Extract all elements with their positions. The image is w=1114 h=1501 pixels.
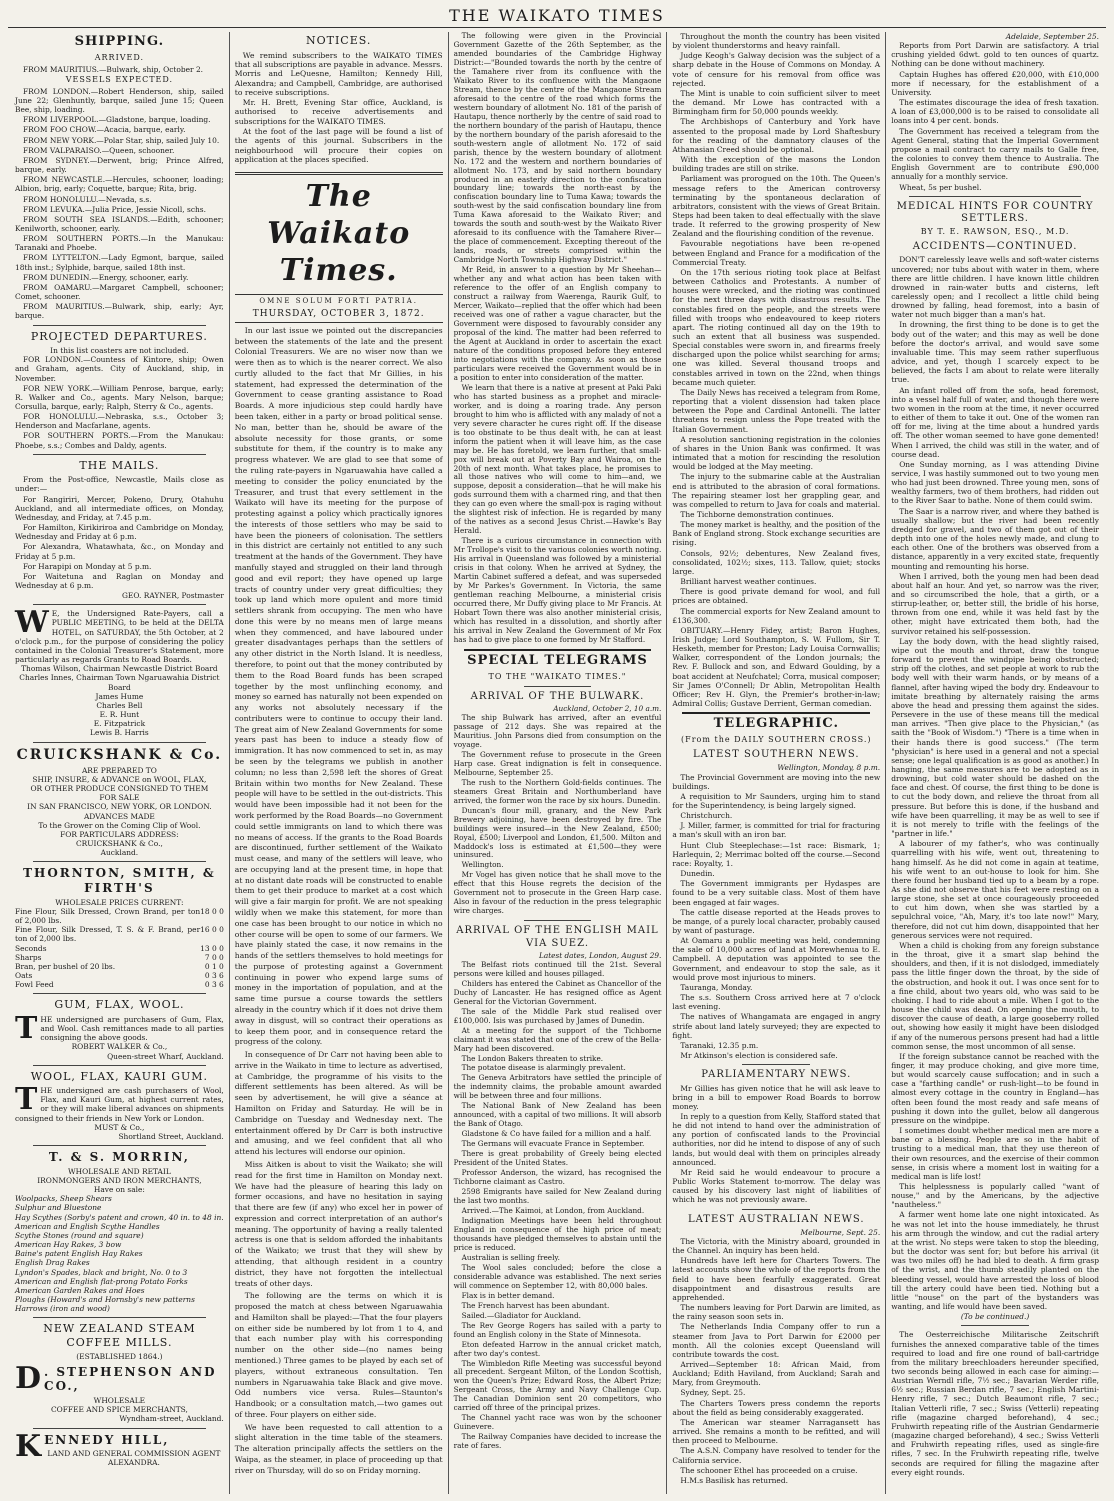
southern-title: LATEST SOUTHERN NEWS.: [692, 749, 860, 761]
divider: [909, 196, 1081, 197]
english-paragraph: The Wimbledon Rifle Meeting was successful beyond all precedent. Sergeant Milton, of the London Scottish, won the Queen's Prize; Edward Ross, the Albert Prize; Sergeant Cross, the Army and Navy Challenge Cup. The Canadian Dominion sent 20 competitors, who carried off three of the principal prizes.: [453, 1358, 662, 1413]
cruickshank-line: Auckland.: [100, 848, 139, 858]
southern-paragraph: At Oamaru a public meeting was held, condemning the sale of 10,000 acres of land at Morewhenua to E. Campbell. A deputation was appointed to see the Government, and endeavour to stop the sale, as it would prove most injurious to miners.: [672, 936, 881, 982]
projected-intro: In this list coasters are not included.: [50, 346, 189, 356]
southern-paragraph: The s.s. Southern Cross arrived here at 7 o'clock last evening.: [672, 993, 881, 1012]
rifle-paragraph: The Oesterreichische Militarische Zeitschrift furnishes the annexed comparative table of the times required to load and fire one round of ball-cartridge from the military breechloaders hereunder specified, two seconds being allowed in each case for aiming:—Austrian Werndl rifle, 7½ sec.; Bavarian Werder rifle, 6½ sec.; Russian Berdan rifle, 7 sec.; English Martini-Henry rifle, 7 sec.; Dutch Beaumont rifle, 7 sec.; Italian Vetterli rifle, 7 sec.; Swiss (Vetterli) repeating rifle (magazine charged beforehand), 4 sec.; Fruhwirth repeating rifle of the Austrian Gendarmerie (magazine charged beforehand), 4 sec.; Swiss Vetterli and Fruhwirth repeating rifles, used as single-fire rifles, 7 sec. In the Fruhwirth repeating rifle, twelve seconds are required for filling the magazine after every eight rounds.: [891, 1330, 1099, 1477]
news-paragraph: A resolution sanctioning registration in the colonies of shares in the Union Bank was confirmed. It was intimated that a motion for rescinding the resolution would be lodged at the May meeting.: [672, 434, 881, 472]
meeting-signer: James Hume: [95, 691, 144, 701]
gazette-list: [454, 32, 662, 645]
price-amount: 0 1 0: [204, 961, 224, 971]
divider: [464, 649, 652, 651]
price-amount: 0 3 6: [204, 980, 224, 990]
coffee-wholesale: WHOLESALE: [93, 1396, 146, 1406]
editorial-paragraph: In consequence of Dr Carr not having been able to arrive in the Waikato in time to lecture as advertised, at Cambridge, the programme of his visits to the different settlements has been altered. As will be seen by advertisement, he will give a séance at Hamilton on Friday and Saturday. He will be in Cambridge on Tuesday and Wednesday next. The entertainment offered by Dr Carr is both instructive and amusing, and we feel confident that all who attend his lectures will endorse our opinion.: [234, 1050, 443, 1157]
column-3: [448, 32, 667, 1494]
price-item: Fowl Feed: [15, 980, 54, 990]
divider: [33, 604, 206, 605]
price-item: Bran, per bushel of 20 lbs.: [15, 961, 116, 971]
divider: [524, 920, 592, 921]
column-1: [10, 32, 229, 1494]
news-paragraph: The commercial exports for New Zealand amount to £136,300.: [672, 606, 881, 625]
english-paragraph: Eton defeated Harrow in the annual cricket match, after two day's contest.: [453, 1339, 662, 1358]
accidents-title: ACCIDENTS—CONTINUED.: [912, 241, 1078, 253]
english-list: [454, 961, 662, 1451]
coffee-title: NEW ZEALAND STEAM COFFEE MILLS.: [43, 1322, 196, 1349]
cruickshank-line: ADVANCES MADE: [83, 811, 155, 821]
projected-title: PROJECTED DEPARTURES.: [30, 329, 208, 343]
australian-paragraph: The Charters Towers press condemn the reports about the field as being considerably exaggerated.: [672, 1398, 881, 1417]
bulwark-paragraph: The Government refuse to prosecute in the Green Harp case. Great indignation is felt in consequence. Melbourne, September 25.: [453, 749, 662, 777]
price-row: [15, 980, 224, 989]
morrin-name: T. & S. MORRIN,: [48, 1150, 190, 1165]
english-paragraph: The potatoe disease is alarmingly prevalent.: [461, 1063, 626, 1073]
news-paragraph: Throughout the month the country has been visited by violent thunderstorms and heavy rainfall.: [672, 32, 881, 51]
price-amount: 0 3 6: [204, 971, 224, 981]
thornton-name: THORNTON, SMITH, & FIRTH'S: [23, 866, 216, 896]
english-paragraph: 2598 Emigrants have sailed for New Zealand during the last two months.: [453, 1187, 662, 1206]
news-paragraph: The injury to the submarine cable at the Australian end is attributed to the abrasion of coral formations. The repairing steamer lost her grappling gear, and was compelled to return to Java for coals and material.: [672, 472, 881, 509]
morrin-item: Hay Scythes (Sorby's patent and crown, 40 in. to 48 in.: [15, 1212, 224, 1222]
news-paragraph: On the 17th serious rioting took place at Belfast between Catholics and Protestants. A number of houses were wrecked, and the rioting was continued for the next three days with disastrous results. The constables fired on the people, and the streets were filled with troops who endeavoured to keep rioters apart. The rioting continued all day on the 19th to such an extent that all business was suspended. Special constables were sworn in, and firearms freely discharged upon the police whilst searching for arms; one was killed. Several thousand troops and constables arrived in town on the 22nd, when things became much quieter.: [672, 267, 881, 387]
notices-list: [235, 51, 443, 165]
editorial: [235, 326, 443, 1477]
motto: OMNE SOLUM FORTI PATRIA.: [259, 297, 418, 306]
meeting-notice: [15, 605, 224, 665]
english-paragraph: Sailed.—Gladiator for Auckland.: [461, 1310, 581, 1320]
mails-line: From the Post-office, Newcastle, Mails close as under:—: [15, 475, 224, 494]
gum-dropcap: T: [15, 1010, 38, 1046]
morrin-item: American and English Scythe Handles: [15, 1221, 160, 1231]
australian-paragraph: The Netherlands India Company offer to run a steamer from Java to Port Darwin for £2000 per month. All the colonies except Queensland will contribute towards the cost.: [672, 1322, 881, 1359]
divider: [961, 1325, 1029, 1326]
mails-line: For Harapipi on Monday at 5 p.m.: [23, 561, 152, 571]
bulwark-paragraph: The rush to the Northern Gold-fields continues. The steamers Great Britain and Northumberland have arrived, the former won the race by six hours. Dunedin.: [453, 777, 662, 805]
southern-paragraph: Dunedin.: [680, 869, 715, 879]
divider: [33, 1065, 206, 1066]
column-2: [229, 32, 448, 1494]
southern-paragraph: J. Miller, farmer, is committed for trial for fracturing a man's skull with an iron bar.: [672, 821, 881, 840]
expected-line: FROM SYDNEY.—Derwent, brig; Prince Alfred, barque, early.: [15, 155, 224, 175]
price-amount: 7 0 0: [204, 952, 224, 962]
medical-paragraph: I sometimes doubt whether medical men are more a bane or a blessing. People are so in the habit of trusting to a medical man, that they use thereon of their own resources, and the exercise of their common sense, in crisis where a moment lost in waiting for a medical man is life lost!: [891, 1126, 1099, 1181]
issue-date: THURSDAY, OCTOBER 3, 1872.: [235, 309, 443, 323]
mails-line: For Rangiriri, Mercer, Pokeno, Drury, Otahuhu Auckland, and all intermediate offices, on Monday, Wednesday, and Friday, at 7.45 p.m.: [15, 494, 224, 522]
coffee-addr: Wyndham-street, Auckland.: [119, 1414, 224, 1424]
arrived-line: FROM MAURITIUS.—Bulwark, ship, October 2.: [23, 64, 204, 74]
bulwark-paragraph: Wellington.: [461, 860, 504, 870]
morrin-item: Baine's patent English Hay Rakes: [15, 1249, 143, 1259]
divider: [524, 686, 592, 687]
kauri-notice: [15, 1082, 224, 1123]
shipping-title: SHIPPING.: [74, 34, 165, 49]
english-mail-title: ARRIVAL OF THE ENGLISH MAIL VIA SUEZ.: [456, 925, 659, 949]
top-rule: [8, 27, 1106, 28]
notice-paragraph: We remind subscribers to the WAIKATO TIMES that all subscriptions are payable in advance. Messrs. Morris and LeQuesne, Hamilton; Kennedy Hill, Alexandra; and Campbell, Cambridge, are authorised to receive subscriptions.: [234, 50, 443, 97]
price-row: [15, 925, 224, 943]
mails-list: [15, 475, 224, 590]
news-paragraph: Favourable negotiations have been re-opened between England and France for a modification of the Commercial Treaty.: [672, 239, 881, 267]
cruickshank-line: CRUICKSHANK & Co.,: [75, 838, 163, 848]
news-paragraph: The Daily News has received a telegram from Rome, reporting that a violent dissension had taken place between the Pope and Cardinal Antonelli. The latter threatens to resign unless the Pope treated with the Italian Government.: [672, 387, 881, 434]
divider: [33, 861, 206, 862]
medical-paragraph: In drowning, the first thing to be done is to get the body out of the water; and this may as well be done before the doctor's arrival, and would save some invaluable time. This may seem rather superfluous advice, and yet, though I scarcely expect to be believed, the facts I am about to relate were literally true.: [891, 320, 1099, 385]
news-paragraph: With the exception of the masons the London building trades are still on strike.: [672, 155, 881, 174]
english-paragraph: The London Bakers threaten to strike.: [461, 1053, 604, 1063]
australian-paragraph: The schooner Ethel has proceeded on a cruise.: [680, 1465, 858, 1475]
kauri-sign: MUST & Co.,: [94, 1122, 145, 1132]
coffee-notice: [15, 1360, 224, 1396]
column-4: [666, 32, 885, 1494]
medical-paragraph: When I arrived, both the young men had been dead about half an hour. And yet, so narrow was the river, and so circumscribed the hole, that a girth, or a stirrup-leather, or, better still, the bridle of his horse, thrown from one end, while it was held fast by the other, might have extricated them both, had the survivor retained his self-possession.: [891, 571, 1099, 636]
cruickshank-lines: [15, 766, 224, 858]
gazette-paragraph: Mr Reid, in answer to a question by Mr Sheehan—whether any and what action has been taken with reference to the offer of an English company to construct a railway from Waerenga, Raurik Gulf, to Mercer, Waikato—replied that the offer which had been received was one of rather a vague character, but the Government were disposed to favourably consider any proposal of the kind. The matter had been referred to the Agent at Auckland in order to ascertain the exact nature of the conditions proposed before they entered into negotiations with the company. As soon as those particulars were received the Government would be in a position to enter into consideration of the matter.: [453, 265, 662, 382]
southern-paragraph: Christchurch.: [680, 811, 733, 821]
meeting-signer: E. R. Hunt: [99, 710, 140, 720]
southern-paragraph: The Government immigrants per Hydaspes are found to be a very suitable class. Most of them have been engaged at fair wages.: [672, 879, 881, 907]
kauri-dropcap: T: [15, 1082, 38, 1118]
medical-author: BY T. E. RAWSON, ESQ., M.D.: [920, 227, 1070, 237]
australian-list: [672, 1237, 880, 1485]
adelaide-dateline: Adelaide, September 25.: [1005, 32, 1099, 41]
postmaster: GEO. RAYNER, Postmaster: [121, 591, 224, 601]
gum-title: GUM, FLAX, WOOL.: [54, 998, 185, 1012]
morrin-item: Scythe Stones (round and square): [15, 1230, 144, 1240]
gazette-paragraph: We learn that there is a native at present at Paki Paki who has started business as a prophet and miracle-worker, and is doing a roaring trade. Any person brought to him who is afflicted with any malady of not a very severe character he cures right off. If the disease is too obstinate to be thus dealt with, he can at least inform the patient when it will leave him, as the case may be. He has foretold, we learn further, that small-pox will break out at Poverty Bay and Wairoa, on the 20th of next month. What takes place, he promises to all those natives who will come to him—and, we suppose, deposit a consideration—that he will make his gods surround them with a charmed ring, and that then they can go even where the small-pox is raging without the slightest risk of infection. He is regarded by many of the natives as a second Jesus Christ.—Hawke's Bay Herald.: [453, 382, 662, 536]
australian-paragraph: Hundreds have left here for Charters Towers. The latest accounts show the whole of the reports from the field to have been fearfully exaggerated. Great disappointment and disastrous results are apprehended.: [672, 1256, 881, 1302]
price-row: [15, 962, 224, 971]
editorial-paragraph: The following are the terms on which it is proposed the match at chess between Ngaruawahia and Hamilton shall be played:—That the four players on either side be numbered by lot from 1 to 4, and that each number play with his corresponding number on the other side—(no names being mentioned.) Three games to be played by each set of players, without extraneous consultation. Ten numbers in Ngaruawahia take Black and give move. Odd numbers vice versa. Rules—Staunton's Handbook; or a consultation match,—two games out of three. Four players on either side.: [234, 1291, 443, 1419]
news-paragraph: Judge Keogh's Galway decision was the subject of a sharp debate in the House of Commons on Monday. A vote of censure for his removal from office was rejected.: [672, 51, 881, 88]
price-row: [15, 971, 224, 980]
expected-line: FROM MAURITIUS.—Bulwark, ship, early; Ayr, barque.: [15, 302, 224, 321]
cruickshank-line: OR OTHER PRODUCE CONSIGNED TO THEM: [30, 784, 209, 794]
expected-line: FROM NEW YORK.—Polar Star, ship, sailed July 10.: [23, 135, 220, 145]
parliamentary-title: PARLIAMENTARY NEWS.: [701, 1069, 852, 1081]
notice-paragraph: At the foot of the last page will be found a list of the agents of this journal. Subscribers in the neighbourhood will procure their copies on application at the places specified.: [234, 127, 443, 165]
news-paragraph: There is good private demand for wool, and full prices are obtained.: [672, 587, 881, 606]
continued-note: (To be continued.): [960, 1312, 1030, 1322]
english-paragraph: Australian is selling freely.: [461, 1252, 560, 1262]
price-row: [15, 907, 224, 925]
cruickshank-line: To the Grower on the Coming Clip of Wool.: [38, 820, 201, 830]
projected-line: FOR HONOLULU.—Nebraska, s.s., October 3; Henderson and Macfarlane, agents.: [15, 412, 224, 431]
expected-title: VESSELS EXPECTED.: [65, 74, 174, 84]
news-paragraph: Parliament was prorogued on the 10th. The Queen's message refers to the American controversy terminating by the spontaneous declaration of arbitrators, consistent with the views of Great Britain. Steps had been taken to deal effectually with the slave trade. It referred to the growing prosperity of New Zealand and the flourishing condition of the revenue.: [672, 174, 881, 239]
morrin-item: Sulphur and Bluestone: [15, 1203, 102, 1213]
arrived-title: ARRIVED.: [94, 52, 145, 62]
medical-paragraph: One Sunday morning, as I was attending Divine service, I was hastily summoned out to two young men who had just been drowned. Three young men, sons of wealthy farmers, two of them brothers, had ridden out to the River Saar to bathe. None of them could swim.: [891, 459, 1099, 506]
australian-title: LATEST AUSTRALIAN NEWS.: [687, 1213, 865, 1225]
english-paragraph: The Belfast riots continued till the 21st. Several persons were killed and houses pillaged.: [453, 959, 662, 978]
telegraphic-sub: (From the DAILY SOUTHERN CROSS.): [681, 735, 872, 745]
english-paragraph: The Wool sales concluded; before the close a considerable advance was established. The next series will commence on September 12, with 80,000 bales.: [453, 1262, 662, 1290]
projected-line: FOR LONDON.—Countess of Kintore, ship; Owen and Graham, agents. City of Auckland, ship, in November.: [15, 355, 224, 383]
expected-line: FROM FOO CHOW.—Acacia, barque, early.: [23, 125, 186, 135]
english-paragraph: At a meeting for the support of the Tichborne claimant it was stated that one of the crew of the Bella-Mary had been discovered.: [453, 1025, 662, 1053]
gum-addr: Queen-street Wharf, Auckland.: [107, 1051, 224, 1061]
english-paragraph: Arrived.—The Kaimoi, at London, from Auckland.: [461, 1206, 645, 1216]
expected-list: [15, 87, 224, 321]
page-title: THE WAIKATO TIMES: [449, 6, 665, 25]
notices-title: NOTICES.: [305, 34, 372, 47]
meeting-signer: Charles Innes, Chairman Town Ngaruawahia District Board: [19, 673, 220, 692]
australian-paragraph: The American war steamer Narragansett has arrived. She remains a month to be refitted, and will then proceed to Melbourne.: [672, 1417, 881, 1446]
morrin-sub: WHOLESALE AND RETAIL: [67, 1166, 171, 1176]
english-paragraph: The Geneva Arbitrators have settled the principle of the indemnity claims, the probable amount awarded will be between three and four millions.: [453, 1073, 662, 1101]
divider: [33, 454, 206, 455]
australian-paragraph: The numbers leaving for Port Darwin are limited, as the rainy season soon sets in.: [672, 1303, 881, 1322]
australian-paragraph: The A.S.N. Company have resolved to tender for the California service.: [672, 1446, 881, 1465]
editorial-paragraph: Miss Aitken is about to visit the Waikato; she will read for the first time in Hamilton on Monday next. We have had the pleasure of hearing this lady on former occasions, and have no hesitation in saying that there are few (if any) who excel her in power of expression and correct interpretation of an author's meaning. The opportunity of having a really talented actress is one that is seldom afforded the inhabitants of the Waikato; we trust that they will shew by attending, that although resident in a country district, they have not forgotten the intellectual treats of other days.: [234, 1159, 443, 1288]
morrin-item: American and English flat-prong Potato Forks: [15, 1276, 188, 1286]
divider: [682, 712, 870, 714]
english-paragraph: The Rev George Rogers has sailed with a party to found an English colony in the State of Minnesota.: [453, 1320, 662, 1339]
morrin-items: [15, 1194, 224, 1313]
bulwark-paragraph: Duncan's flour mill, granary, and the New Park Brewery adjoining, have been destroyed by fire. The buildings were insured—in the New Zealand, £500; Royal, £500; Liverpool and London, £1,500. Milton and Maddock's loss is estimated at £1,500—they were uninsured.: [453, 805, 662, 860]
coffee-name: . STEPHENSON AND CO.,: [44, 1364, 217, 1394]
australian-paragraph: H.M.s Basilisk has returned.: [680, 1475, 788, 1485]
gum-sign: ROBERT WALKER & Co.,: [71, 1042, 168, 1052]
southern-paragraph: The cattle disease reported at the Heads proves to be mange, of a purely local character, probably caused by want of pasturage.: [672, 907, 881, 936]
price-item: Fine Flour, Silk Dressed, T. S. & F. Brand, per ton of 2,000 lbs.: [15, 925, 201, 944]
price-item: Fine Flour, Silk Dressed, Crown Brand, per ton of 2,000 lbs.: [15, 906, 201, 926]
medical-paragraph: When a child is choking from any foreign substance in the throat, give it a smart slap behind the shoulders, and then, if it is not dislodged, immediately pass the little finger down the throat, by the side of the obstruction, and hook it out. I was once sent for to a fine child, about two years old, who was said to be choking. I had to ride about a mile. When I got to the house the child was dead. On opening the mouth, to discover the cause of death, a large gooseberry rolled out, showing how easily it might have been dislodged if any of the numerous persons present had had a little common sense, the most uncommon of all sense.: [891, 940, 1099, 1051]
news-list: [672, 32, 880, 708]
medical-paragraph: A farmer went home late one night intoxicated. As he was not let into the house immediately, he thrust his arm through the window, and cut the radial artery at the wrist. No steps were taken to stop the bleeding, but the doctor was sent for; but before his arrival (it was two miles off) he had bled to death. A firm grasp of the wrist, and the thumb steadily planted on the bleeding vessel, would have arrested the loss of blood till the artery could have been tied. Nothing but a little "nouse" on the part of the bystanders was wanting, and life would have been saved.: [891, 1210, 1099, 1312]
meeting-signer: E. Fitzpatrick: [93, 719, 146, 729]
editorial-paragraph: In our last issue we pointed out the discrepancies between the statements of the late and the present Colonial Treasurers. We are no wiser now than we were then as to which is the nearer correct. We also curtly alluded to the fact that Mr Gillies, in his statement, had expressed the determination of the Government to cease granting assistance to Road Boards. A more injudicious step could hardly have been taken, either in a party or broad political sense. No man, better than he, should be aware of the absolute necessity for those grants, or some substitute for them, if the country is to make any progress whatever. We are glad to see that some of the ruling rate-payers in Ngaruawahia have called a meeting to consider the policy enunciated by the Treasurer, and trust that every settlement in the Waikato will have its meeting for the purpose of protesting against a policy which practically ignores the interests of those settlers who may be said to have been the pioneers of colonisation. The settlers in this district are certainly not entitled to any such treatment at the hands of the Government. They have manfully stayed and struggled on their land through good and evil report; they have opened up large tracts of country under very great difficulties; they took up land which more opulent and more timid settlers shrank from occupying. The men who have done this were by no means men of large means when they commenced, and have laboured under greater disadvantages perhaps than the settlers of any other district in the North Island. It is needless, therefore, to point out that the money contributed by them to the Road Board funds has been scraped together by the most unflinching economy, and money so earned has naturally not been expended on any works not absolutely necessary if the contributers were to continue to occupy their land. The great aim of New Zealand Governments for some years past has been to induce a steady flow of immigration. It has now commenced to set in, as may be seen by the telegrams we publish in another column; no less than 2,598 left the shores of Great Britain within two months for New Zealand. These people will have to be settled in the out-districts. This would have been impossible had it not been for the work performed by the Road Boards—no Government could settle immigrants on land to which there was no means of access. If the grants to the Road Boards are discontinued, further settlement of the Waikato must cease, and many of the settlers will leave, who are occupying land at the present time, in hope that at no distant date roads will be constructed to enable them to get their produce to market at a cost which will give a fair margin for profit. We are not speaking wildly when we make this statement, for more than one case has been brought to our notice in which no other course will be open to some of our farmers. We have plainly stated the case, it now remains in the hands of the settlers themselves to hold meetings for the purpose of protesting against a Government continuing in power who expend large sums of money in the importation of population, and at the same time pursue a course towards the settlers already in the country which if it does not drive them away in disgust, will so contract their operations as to keep them poor, and in consequence retard the progress of the colony.: [234, 325, 443, 1047]
kennedy-trade: LAND AND GENERAL COMMISSION AGENT: [47, 1449, 221, 1459]
english-paragraph: Childers has entered the Cabinet as Chancellor of the Duchy of Lancaster. He has resigned office as Agent General for the Victorian Government.: [453, 978, 662, 1006]
medical-paragraph: An infant rolled off from the sofa, head foremost, into a vessel half full of water, and though there were two women in the room at the time, it never occurred to either of them to take it out. One of the women ran off for me, living at the time about a hundred yards off. The other woman seemed to have gone demented! When I arrived, the child was still in the water, and of course dead.: [891, 385, 1099, 459]
bulwark-paragraph: Mr Vogel has given notice that he shall move to the effect that this House regrets the decision of the Government not to prosecute in the Green Harp case. Also in favour of the reduction in the press telegraphic wire charges.: [453, 870, 662, 916]
meeting-signer: Charles Bell: [96, 700, 143, 710]
gazette-paragraph: There is a curious circumstance in connection with Mr Trollope's visit to the various colonies worth noting. His arrival in Queensland was followed by a ministerial crisis in that colony. When he arrived at Sydney, the Martin Cabinet suffered a defeat, and was superseded by Mr Parkes's Government. In Victoria, the same gentleman reaching Melbourne, a ministerial crisis occurred there, Mr Duffy giving place to Mr Francis. At Hobart Town there was also another ministerial crisis, which has resulted in a dissolution, and shortly after his arrival in New Zealand the Government of Mr Fox has had to give place to one formed by Mr Stafford.: [453, 536, 662, 644]
parliamentary-paragraph: Mr Gillies has given notice that he will ask leave to bring in a bill to empower Road Boards to borrow money.: [672, 1083, 881, 1111]
adelaide-paragraph: Captain Hughes has offered £20,000, with £10,000 more if necessary, for the establishment of a University.: [891, 69, 1099, 97]
expected-line: FROM LYTTELTON.—Lady Egmont, barque, sailed 18th inst.; Sylphide, barque, sailed 18th inst.: [15, 253, 224, 272]
price-item: Oats: [15, 971, 33, 981]
medical-list: [891, 255, 1099, 1311]
expected-line: FROM VALPARAISO.—Queen, schooner.: [23, 145, 175, 155]
medical-paragraph: The Saar is a narrow river, and where they bathed is usually shallow; but the river had been recently dredged for gravel, and two of them got out of their depth into one of the holes newly made, and clung to each other. One of the brothers was observed from a distance, apparently in a very excited state, frequently mounting and remounting his horse.: [891, 506, 1099, 571]
special-title: SPECIAL TELEGRAMS: [467, 652, 648, 668]
medical-paragraph: DON'T carelessly leave wells and soft-water cisterns uncovered; nor tubs about with water in them, where there are little children. I have known little children drowned in rain-water butts and cisterns, left carelessly open; and I recollect a little child being drowned by falling, head foremost, into a basin of water not much bigger than a man's hat.: [891, 255, 1099, 320]
price-amount: 13 0 0: [200, 943, 224, 953]
price-amount: 18 0 0: [200, 906, 224, 916]
southern-paragraph: Taranaki, 12.35 p.m.: [680, 1040, 759, 1050]
kennedy-dropcap: K: [15, 1428, 42, 1464]
newspaper-nameplate: The Waikato Times.: [235, 172, 443, 295]
parliamentary-paragraph: Mr Reid said he would endeavour to procure a Public Works Statement to-morrow. The delay was caused by his discovery last night of liabilities of which he was not previously aware.: [672, 1167, 881, 1205]
mails-line: For Waitetuna and Raglan on Monday and Wednesday at 6 p.m.: [15, 571, 224, 591]
coffee-dropcap: D: [15, 1360, 42, 1396]
english-paragraph: The Railway Companies have decided to increase the rate of fares.: [453, 1432, 662, 1451]
southern-list: [672, 773, 880, 1061]
adelaide-paragraph: The estimates discourage the idea of fresh taxation. A loan of £3,000,000 is to be raised to consolidate all loans into 4 per cent. bonds.: [891, 98, 1099, 126]
notice-paragraph: Mr. H. Brett, Evening Star office, Auckland, is authorised to receive advertisements and subscriptions for the WAIKATO TIMES.: [234, 98, 443, 126]
price-item: Seconds: [15, 943, 47, 953]
bulwark-dateline: Auckland, October 2, 10 a.m.: [553, 703, 662, 713]
english-paragraph: The Germans will evacuate France in September.: [461, 1139, 645, 1149]
meeting-signer: Lewis B. Harris: [90, 728, 149, 738]
medical-paragraph: This helplessness is popularly called "want of nouse," and by the Americans, by the adjective "nautheless.": [891, 1182, 1099, 1210]
cruickshank-name: CRUICKSHANK & Co.: [16, 746, 223, 763]
australian-paragraph: Arrived—September 18: African Maid, from Auckland; Edith Haviland, from Auckland; Sarah and Mary, from Greymouth.: [672, 1360, 881, 1388]
australian-dateline: Melbourne, Sept. 25.: [800, 1227, 881, 1237]
english-paragraph: The French harvest has been abundant.: [461, 1300, 610, 1310]
projected-line: FOR NEW YORK.—William Penrose, barque, early; R. Walker and Co., agents. Mary Nelson, barque; Corsulla, barque, early; Ralph, Sterry & Co., agents.: [15, 383, 224, 411]
column-5: [885, 32, 1104, 1494]
coffee-trade: COFFEE AND SPICE MERCHANTS,: [50, 1405, 188, 1415]
news-paragraph: The money market is healthy, and the position of the Bank of England strong. Stock exchange securities are rising.: [672, 520, 881, 548]
divider: [742, 1209, 810, 1210]
southern-paragraph: The natives of Whangamata are engaged in angry strife about land lately surveyed; they are expected to fight.: [672, 1012, 881, 1040]
price-row: [15, 944, 224, 953]
morrin-item: Harrows (iron and wood): [15, 1304, 110, 1314]
thornton-sub: WHOLESALE PRICES CURRENT:: [55, 897, 184, 907]
divider: [33, 1145, 206, 1146]
expected-line: FROM NEWCASTLE.—Hercules, schooner, loading; Albion, brig, early; Coquette, barque; Rita, brig.: [15, 175, 224, 194]
gum-notice: [15, 1010, 224, 1046]
divider: [742, 1064, 810, 1065]
cruickshank-line: FOR SALE: [99, 793, 140, 803]
adelaide-paragraph: The Government has received a telegram from the Agent General, stating that the Imperial Government propose a mail contract to carry mails to Galle free, the colonies to convey them thence to Australia. The English Government are to contribute £90,000 annually for a monthly service.: [891, 126, 1099, 182]
southern-dateline: Wellington, Monday, 8 p.m.: [777, 763, 881, 773]
cruickshank-line: SHIP, INSURE, & ADVANCE on WOOL, FLAX,: [32, 774, 207, 784]
morrin-intro: Have on sale:: [93, 1185, 145, 1195]
meeting-dropcap: W: [15, 605, 49, 641]
expected-line: FROM SOUTHERN PORTS.—In the Manukau: Taranaki and Phoebe.: [15, 234, 224, 253]
expected-line: FROM LIVERPOOL.—Gladstone, barque, loading.: [23, 115, 211, 125]
projected-line: FOR SOUTHERN PORTS.—From the Manukau: Phoebe, s.s.; Combes and Daldy, agents.: [15, 431, 224, 450]
english-paragraph: Gladstone & Co have failed for a million and a half.: [461, 1129, 652, 1139]
telegraphic-title: TELEGRAPHIC.: [713, 716, 839, 732]
morrin-item: Lyndon's Spades, black and bright, No. 0 to 3: [15, 1267, 188, 1277]
expected-line: FROM HONOLULU.—Nevada, s.s.: [23, 194, 152, 204]
bulwark-title: ARRIVAL OF THE BULWARK.: [470, 690, 645, 702]
english-dateline: Latest dates, London, August 29.: [539, 950, 662, 960]
price-row: [15, 953, 224, 962]
cruickshank-line: IN SAN FRANCISCO, NEW YORK, OR LONDON.: [27, 802, 212, 812]
parliamentary-paragraph: In reply to a question from Kelly, Stafford stated that he did not intend to hand over the administration of any portion of confiscated lands to the Provincial authorities, nor did he intend to dispose of any of such lands, but would deal with them on principles already announced.: [672, 1111, 881, 1167]
price-table: [15, 907, 224, 989]
news-paragraph: Consols, 92½; debentures, New Zealand fives, consolidated, 102½; sixes, 113. Tallow, quiet; stocks large.: [672, 548, 881, 576]
gum-text: HE undersigned are purchasers of Gum, Flax, and Wool. Cash remittances made to all parties consigning the above goods.: [40, 1014, 224, 1043]
morrin-item: American Hay Rakes, 3 bow: [15, 1240, 122, 1250]
arrived-list: [15, 65, 224, 74]
coffee-est: (ESTABLISHED 1864.): [76, 1352, 163, 1362]
price-item: Sharps: [15, 952, 42, 962]
expected-line: FROM OAMARU.—Margaret Campbell, schooner; Comet, schooner.: [15, 282, 224, 302]
page-columns: [10, 32, 1104, 1494]
morrin-item: Ploughs (Howard's and Hornsby's new patterns: [15, 1295, 195, 1305]
editorial-paragraph: We have been requested to call attention to a slight alteration in the time table of the steamers. The alteration principally affects the settlers on the Waipa, as the steamer, in place of proceeding up that river on Thursday, will do so on Friday morning.: [234, 1422, 443, 1475]
kennedy-name: ENNEDY HILL,: [44, 1432, 170, 1447]
adelaide-paragraph: Wheat, 5s per bushel.: [899, 182, 982, 192]
news-paragraph: OBITUARY.—Henry Fidey, artist; Baron Hughes, Irish Judge; Lord Southampton, S. W. Fullom, Sir T. Hesketh, member for Preston; Lady Louisa Cornwallis; Walker, correspondent of the London journals; the Rev. F. Bullock and son, and Edward Goulding, by a boat accident at Neufchatel; Corra, musical composer; Sir James O'Connell; Dr Ablin, Metropolitan Health Officer; Rev H. Glyn, the Premier's brother-in-law; Admiral Collis; Gustave Derrient, German comedian.: [672, 625, 881, 709]
special-sub: TO THE "WAIKATO TIMES.": [488, 671, 627, 681]
news-paragraph: The Mint is unable to coin sufficient silver to meet the demand. Mr Lowe has contracted with a Birmingham firm for 50,000 pounds weekly.: [672, 88, 881, 117]
english-paragraph: There is great probability of Greely being elected President of the United States.: [453, 1149, 662, 1168]
news-paragraph: Brilliant harvest weather continues.: [680, 577, 817, 587]
english-paragraph: Professor Anderson, the wizard, has recognised the Tichborne claimant as Castro.: [453, 1168, 662, 1187]
mails-title: THE MAILS.: [79, 458, 160, 472]
kauri-text: HE undersigned are cash purchasers of Wool, Flax, and Kauri Gum, at highest current rates, or they will make liberal advances on shipments consigned to their friends in New York or London.: [15, 1086, 224, 1123]
english-paragraph: Indignation Meetings have been held throughout England in consequence of the high price of meat; thousands have pledged themselves to abstain until the price is reduced.: [453, 1215, 662, 1252]
meeting-signers: [15, 664, 224, 737]
adelaide-list: [891, 41, 1099, 192]
divider: [33, 742, 206, 743]
news-paragraph: The Tichborne demonstration continues.: [680, 509, 834, 519]
morrin-item: English Drag Rakes: [15, 1258, 90, 1268]
cruickshank-line: ARE PREPARED TO: [81, 765, 157, 775]
australian-paragraph: The Victoria, with the Ministry aboard, grounded in the Channel. An inquiry has been held.: [672, 1236, 881, 1256]
southern-paragraph: Tauranga, Monday.: [680, 982, 753, 992]
southern-paragraph: Mr Atkinson's election is considered safe.: [680, 1051, 838, 1061]
morrin-item: American Garden Rakes and Hoes: [15, 1285, 145, 1295]
expected-line: FROM DUNEDIN.—Energy, schooner, early.: [23, 272, 189, 282]
price-amount: 16 0 0: [200, 925, 224, 935]
masthead: [0, 6, 1114, 26]
kennedy-addr: ALEXANDRA.: [107, 1458, 160, 1468]
english-paragraph: The sale of the Middle Park stud realised over £100,000. Isis was purchased by James of Dunedin.: [453, 1006, 662, 1025]
expected-line: FROM SOUTH SEA ISLANDS.—Edith, schooner; Kenilworth, schooner, early.: [15, 214, 224, 233]
divider: [33, 993, 206, 994]
divider: [33, 325, 206, 326]
parliamentary-list: [672, 1084, 880, 1205]
adelaide-paragraph: Reports from Port Darwin are satisfactory. A trial crushing yielded 6dwt. gold to ten ounces of quartz. Nothing can be done without machinery.: [891, 41, 1099, 69]
meeting-text: E, the Undersigned Rate-Payers, call a PUBLIC MEETING, to be held at the DELTA HOTEL, on SATURDAY, the 5th October, at 2 o'clock p.m., for the purpose of considering the policy contained in the Colonial Treasurer's Statement, more particularly as regards Grants to Road Boards.: [15, 609, 224, 665]
kauri-addr: Shortland Street, Auckland.: [118, 1131, 224, 1141]
medical-paragraph: If the foreign substance cannot be reached with the finger, it may produce choking, and give more time, but would scarcely cause suffocation; and in such a case a "farthing candle" or rush-light—to be found in almost every cottage in the country in England—has often been found the most ready and safe means of pushing it down into the gullet, below all dangerous pressure on the windpipe.: [891, 1051, 1099, 1125]
australian-paragraph: Sydney, Sept. 25.: [680, 1388, 746, 1398]
meeting-signer: Thomas Wilson, Chairman Newcastle District Board: [21, 664, 218, 674]
morrin-sub2: IRONMONGERS AND IRON MERCHANTS,: [37, 1176, 202, 1186]
medical-paragraph: A labourer of my father's, who was continually quarrelling with his wife, went out, threatening to hang himself. As he did not come in again at teatime, his wife went to an out-house to look for him. She there found her husband tied up to a beam by a rope. As she did not observe that his feet were resting on a large stone, she set at once courageously proceeded to cut him down, when she was startled by a sepulchral voice, "Ah, Mary, it's too late now!" Mary, therefore, did not cut him down, disappointed that her generous services were not required.: [891, 839, 1099, 940]
divider: [33, 1428, 206, 1429]
divider: [33, 1317, 206, 1318]
southern-paragraph: Hunt Club Steeplechase:—1st race: Bismark, 1; Harlequin, 2; Merrimac bolted off the course.—Second race: Royalty, 1.: [672, 840, 881, 868]
southern-paragraph: The Provincial Government are moving into the new buildings.: [672, 772, 881, 791]
english-paragraph: The National Bank of New Zealand has been announced, with a capital of two millions. It will absorb the Bank of Otago.: [453, 1101, 662, 1129]
english-paragraph: Flax is in better demand.: [461, 1290, 555, 1300]
expected-line: FROM LEVUKA.—Julia Price, Jessie Nicoll, schs.: [23, 204, 206, 214]
medical-title: MEDICAL HINTS FOR COUNTRY SETTLERS.: [896, 200, 1094, 224]
medical-paragraph: Lay the body down, with the head slightly raised, wipe out the mouth and throat, draw the tongue forward to prevent the windpipe being obstructed; strip off the clothes, and set people at work to rub the body well with their warm hands, or by means of a flannel, after having wiped the body dry. Endeavour to imitate breathing by alternately raising the arms above the head and pressing them against the sides. Persevere in the use of these means till the medical man arrives. "Then give place to the Physician," (as saith the "Book of Wisdom.") "There is a time when in their hands there is good success." (The term "physician" is here used in a general and not a special sense; one legal qualification is as good as another.) In hanging, the same measures are to be adopted as in drowning, but cold water should be dashed on the face and chest. Of course, the first thing to be done is to cut the body down, and relieve the throat from all pressure. But before this is done, if the husband and wife have been quarrelling, it may be as well to see if it is not merely to trifle with the feelings of the "partner in life.": [891, 636, 1099, 839]
news-paragraph: The Archbishops of Canterbury and York have assented to the proposal made by Lord Shaftesbury for the reading of the damnatory clauses of the Athanasian Creed should be optional.: [672, 117, 881, 154]
english-paragraph: The Channel yacht race was won by the schooner Guinevere.: [453, 1413, 662, 1432]
projected-list: [15, 355, 224, 450]
expected-line: FROM LONDON.—Robert Henderson, ship, sailed June 22; Glenhuntly, barque, sailed June 15; Queen Bee, ship, loading.: [15, 86, 224, 115]
mails-line: For Alexandra, Whatawhata, &c., on Monday and Friday at 5 p.m.: [15, 542, 224, 561]
bulwark-list: [454, 714, 662, 916]
southern-paragraph: A requisition to Mr Saunders, urging him to stand for the Superintendency, is being largely signed.: [672, 791, 881, 810]
gazette-paragraph: The following were given in the Provincial Government Gazette of the 26th September, as the amended boundaries of the Cambridge Highway District:—"Bounded towards the north by the centre of the Tamahere river from its confluence with the Waikato River to its confluence with the Mangaone Stream, thence by the centre of the Mangaone Stream aforesaid to the centre of the road which forms the western boundary of allotment No. 181 of the parish of Hautapu, thence northerly by the centre of said road to the northern boundary of the parish of Hautapu, thence by the northern boundary of the parish aforesaid to the south-western angle of allotment No. 172 of said parish, thence by the western boundary of allotment No. 172 and the western and northern boundaries of allotment No. 173, and by said northern boundary produced in an easterly direction to the confiscation boundary line; towards the north-east by the confiscation boundary line to Tuma Kawa; towards the south-west by the said confiscation boundary line from Tuma Kawa aforesaid to the Waikato River; and towards the south and south-west by the Waikato River aforesaid to its confluence with the Tamahere River—the place of commencement. Excepting thereout of the lands, roads, or streets comprised within the Cambridge North Township Highway District.": [453, 32, 662, 265]
morrin-item: Woolpacks, Sheep Shears: [15, 1194, 112, 1204]
mails-line: For Hamilton, Kirikiriroa and Cambridge on Monday, Wednesday and Friday at 6 p.m.: [15, 523, 224, 542]
kauri-title: WOOL, FLAX, KAURI GUM.: [30, 1069, 209, 1083]
bulwark-paragraph: The ship Bulwark has arrived, after an eventful passage of 212 days. She was repaired at the Mauritius. John Parsons died from consumption on the voyage.: [453, 712, 662, 749]
cruickshank-line: FOR PARTICULARS ADDRESS:: [60, 829, 179, 839]
